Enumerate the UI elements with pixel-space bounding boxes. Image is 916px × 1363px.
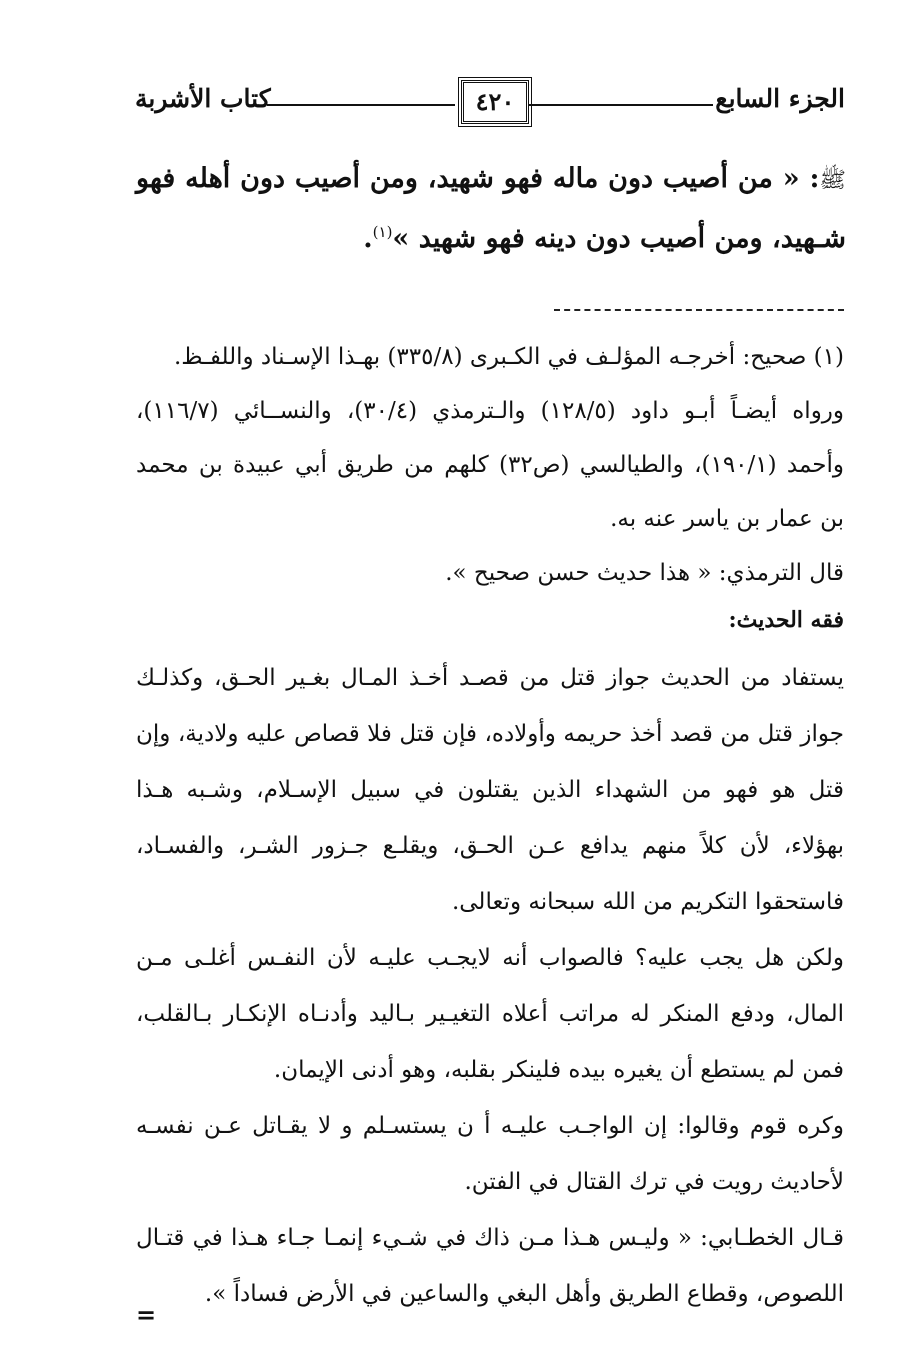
page-number: ٤٢٠ xyxy=(461,80,529,124)
hadith-text xyxy=(136,150,846,268)
footnote xyxy=(136,330,844,600)
hadith-end: . xyxy=(363,223,373,254)
fiqh-paragraph: يستفاد من الحديث جواز قتل من قصـد أخـذ المـال بغـير الحـق، وكذلـك جواز قتل من قصد أخذ حريمه وأولاده، فإن قتل فلا قصاص عليه ولادية، وإن قتل هو فهو من الشهداء الذين يقتلون في سبيل الإسـلام، وشـبه هـذا بهؤلاء، لأن كلاً منهم يدافع عـن الحـق، ويقلـع جـزور الشـر، والفسـاد، فاستحقوا التكريم من الله سبحانه وتعالى. xyxy=(136,665,844,915)
footnote-ref: (١) xyxy=(372,223,393,241)
section-heading: فقه الحديث: xyxy=(728,607,844,633)
fiqh-body xyxy=(136,650,844,1322)
header-rule-right xyxy=(529,104,713,106)
end-mark: = xyxy=(136,1300,157,1329)
footnote-line: ورواه أيضـاً أبـو داود (١٢٨/٥) والـترمذي (٣٠/٤)، والنســائي (١١٦/٧)، وأحمد (١٩٠/١)، والطيالسي (ص٣٢) كلهم من طريق أبي عبيدة بن محمد بن عمار بن ياسر عنه به. xyxy=(136,398,845,532)
book-label: كتاب الأشربة xyxy=(135,84,271,113)
footnote-separator xyxy=(554,309,844,311)
footnote-line: قال الترمذي: « هذا حديث حسن صحيح ». xyxy=(445,560,844,586)
running-header xyxy=(135,78,845,128)
part-label: الجزء السابع xyxy=(715,84,845,113)
fiqh-paragraph: وكره قوم وقالوا: إن الواجـب عليـه أ ن يستسـلم و لا يقـاتل عـن نفسـه لأحاديث رويت في ترك القتال في الفتن. xyxy=(136,1113,844,1195)
salla-symbol: ﷺ xyxy=(819,168,846,193)
footnote-line: (١) صحيح: أخرجـه المؤلـف في الكـبرى (٣٣٥/٨) بهـذا الإسـناد واللفـظ. xyxy=(173,344,844,370)
header-rule-left xyxy=(267,104,455,106)
fiqh-paragraph: قـال الخطـابي: « وليـس هـذا مـن ذاك في شـيء إنمـا جـاء هـذا في قتـال اللصوص، وقطاع الطريق وأهل البغي والساعين في الأرض فساداً ». xyxy=(136,1225,844,1307)
fiqh-paragraph: ولكن هل يجب عليه؟ فالصواب أنه لايجـب عليـه لأن النفـس أغلـى مـن المال، ودفع المنكر له مراتب أعلاه التغيـير بـاليد وأدنـاه الإنكـار بـالقلب، فمن لم يستطع أن يغيره بيده فلينكر بقلبه، وهو أدنى الإيمان. xyxy=(136,945,844,1083)
hadith-body: : « من أصيب دون ماله فهو شهيد، ومن أصيب دون أهله فهو شـهيد، ومن أصيب دون دينه فهو شهيد » xyxy=(136,163,846,254)
